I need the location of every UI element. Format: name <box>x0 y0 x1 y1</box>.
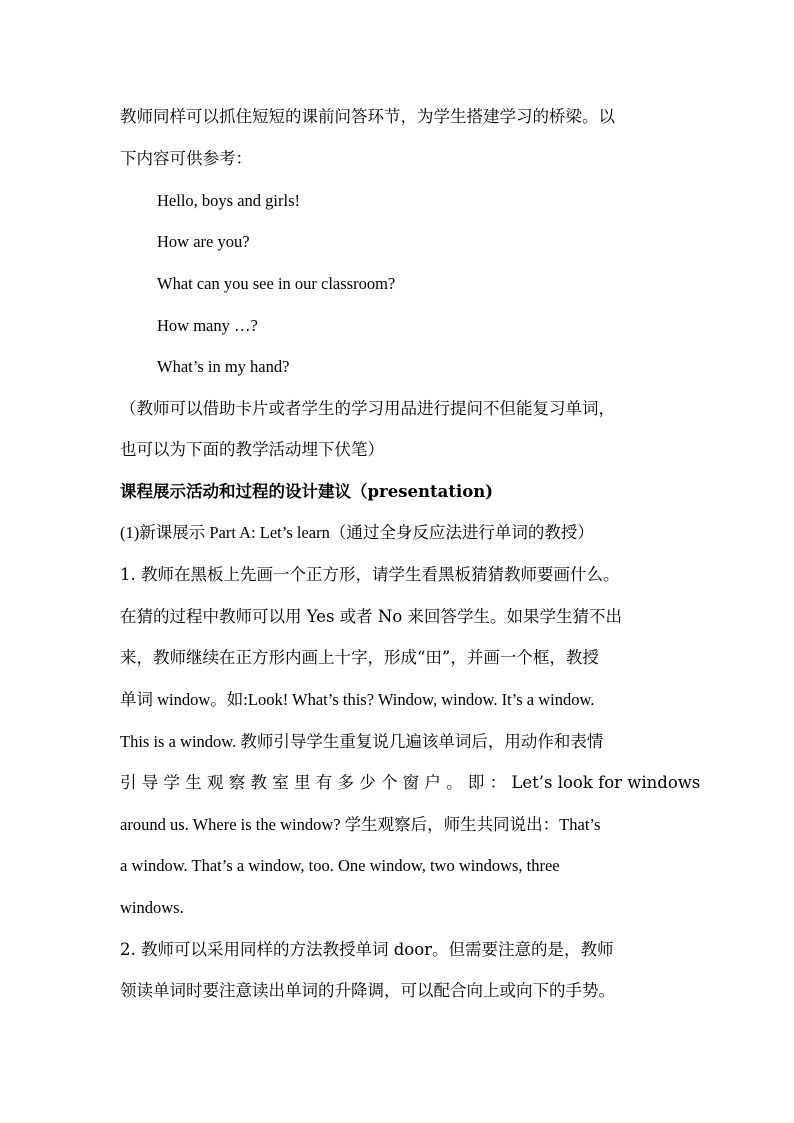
note-line-2: 也可以为下面的教学活动埋下伏笔） <box>120 440 384 459</box>
item-1-line-1: 1. 教师在黑板上先画一个正方形，请学生看黑板猜猜教师要画什么。 <box>120 565 620 584</box>
item-1-line-8: a window. That’s a window, too. One window, two windows, three <box>120 856 560 875</box>
item-1-line-7: around us. Where is the window? 学生观察后，师生共同说出：That’s <box>120 815 601 834</box>
item-1-line-5: This is a window. 教师引导学生重复说几遍该单词后，用动作和表情 <box>120 732 604 751</box>
item-1-line-2: 在猜的过程中教师可以用 Yes 或者 No 来回答学生。如果学生猜不出 <box>120 607 623 626</box>
item-1-line-9: windows. <box>120 898 184 917</box>
item-2-line-1: 2. 教师可以采用同样的方法教授单词 door。但需要注意的是，教师 <box>120 940 614 959</box>
item-1-line-3: 来，教师继续在正方形内画上十字，形成“田”，并画一个框，教授 <box>120 648 599 667</box>
item-2-line-2: 领读单词时要注意读出单词的升降调，可以配合向上或向下的手势。 <box>120 981 615 1000</box>
section-heading: 课程展示活动和过程的设计建议（presentation) <box>120 482 494 501</box>
dialogue-line-3: What can you see in our classroom? <box>157 274 396 293</box>
dialogue-line-2: How are you? <box>157 232 250 251</box>
dialogue-line-5: What’s in my hand? <box>157 357 290 376</box>
intro-line-1: 教师同样可以抓住短短的课前问答环节，为学生搭建学习的桥梁。以 <box>120 107 615 126</box>
dialogue-line-4: How many …? <box>157 316 258 335</box>
dialogue-line-1: Hello, boys and girls! <box>157 191 300 210</box>
intro-line-2: 下内容可供参考： <box>120 149 252 168</box>
subheading-part-a: (1)新课展示 Part A: Let’s learn（通过全身反应法进行单词的教授） <box>120 523 594 542</box>
item-1-line-4: 单词 window。如:Look! What’s this? Window, window. It’s a window. <box>120 690 595 709</box>
note-line-1: （教师可以借助卡片或者学生的学习用品进行提问不但能复习单词， <box>120 399 615 418</box>
item-1-line-6: 引 导 学 生 观 察 教 室 里 有 多 少 个 窗 户 。 即 ： Let’s look for windows <box>120 773 701 792</box>
